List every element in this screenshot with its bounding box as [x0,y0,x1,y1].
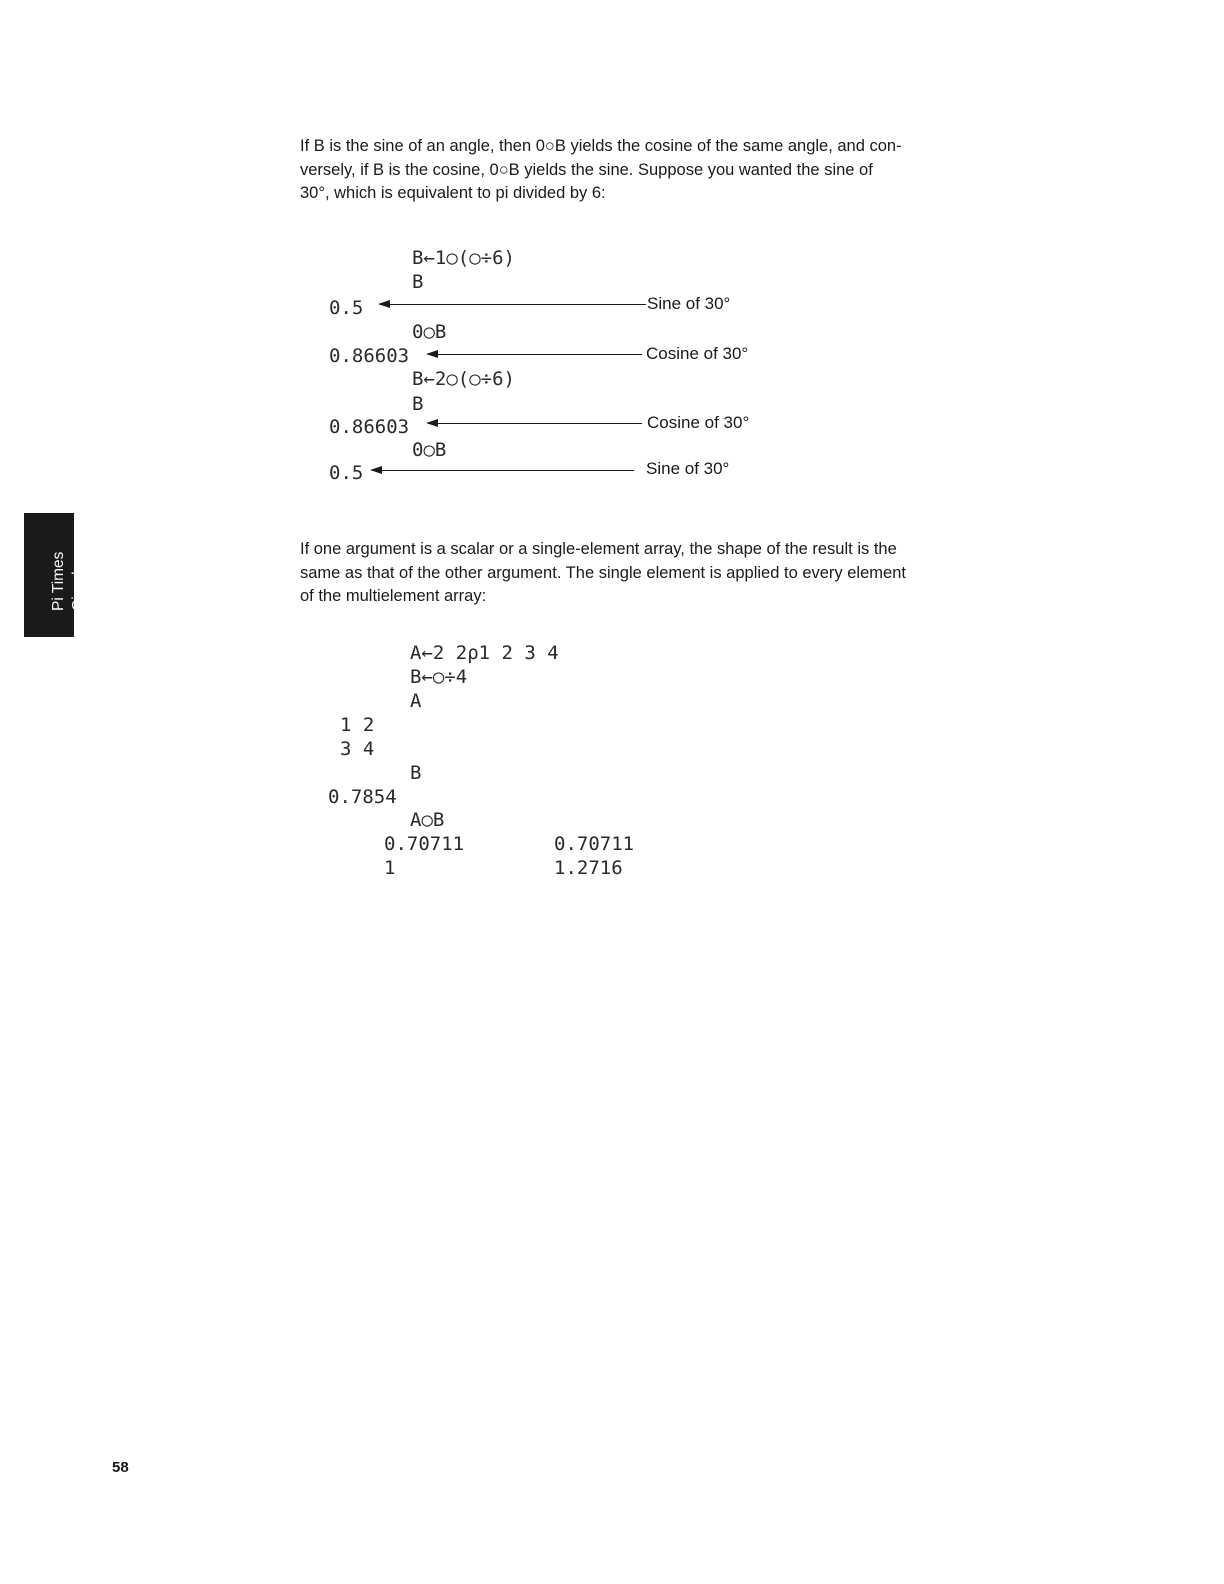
annotation-label: Sine of 30° [646,459,730,478]
intro-line-2: versely, if B is the cosine, 0○B yields the sine. Suppose you wanted the sine of [300,160,873,179]
result-cell: 0.70711 [384,833,465,855]
left-arrow-icon [372,470,634,471]
apl-input-line: A○B [410,809,445,831]
apl-output-value: 0.5 [329,462,364,484]
thumb-tab-line-2: Circular [70,557,87,611]
para2-line-1: If one argument is a scalar or a single-element array, the shape of the result is the [300,540,897,558]
apl-output-value: 0.7854 [328,786,397,808]
matrix-row: 1 2 [340,714,375,736]
intro-line-1: If B is the sine of an angle, then 0○B yields the cosine of the same angle, and con- [300,137,902,155]
apl-input-line: 0○B [412,439,447,461]
apl-input-line: 0○B [412,321,447,343]
para2-line-2: same as that of the other argument. The single element is applied to every element [300,563,906,582]
section-thumb-tab [24,513,87,637]
apl-input-line: B [410,762,422,784]
annotation-label: Cosine of 30° [647,413,750,432]
scalar-extension-paragraph [300,538,960,609]
annotation-label: Cosine of 30° [646,344,749,363]
matrix-row: 3 4 [340,738,375,760]
apl-input-line: A←2 2⍴1 2 3 4 [410,642,559,664]
intro-paragraph [300,135,960,206]
apl-input-line: B←2○(○÷6) [412,368,515,390]
apl-output-value: 0.86603 [329,345,410,367]
apl-input-line: B←○÷4 [410,666,468,688]
page-number: 58 [112,1459,129,1476]
thumb-tab-line-1: Pi Times [50,551,67,611]
apl-input-line: A [410,690,422,712]
annotation-label: Sine of 30° [647,294,731,313]
apl-input-line: B [412,271,424,293]
left-arrow-icon [428,354,642,355]
apl-output-value: 0.5 [329,297,364,319]
apl-output-value: 0.86603 [329,416,410,438]
apl-input-line: B←1○(○÷6) [412,247,515,269]
para2-line-3: of the multielement array: [300,587,487,605]
result-cell: 1.2716 [554,857,623,879]
result-cell: 0.70711 [554,833,635,855]
left-arrow-icon [380,304,646,305]
intro-line-3: 30°, which is equivalent to pi divided by 6: [300,184,606,202]
apl-input-line: B [412,393,424,415]
left-arrow-icon [428,423,642,424]
result-cell: 1 [384,857,396,879]
section-thumb-tab-text [49,552,89,611]
